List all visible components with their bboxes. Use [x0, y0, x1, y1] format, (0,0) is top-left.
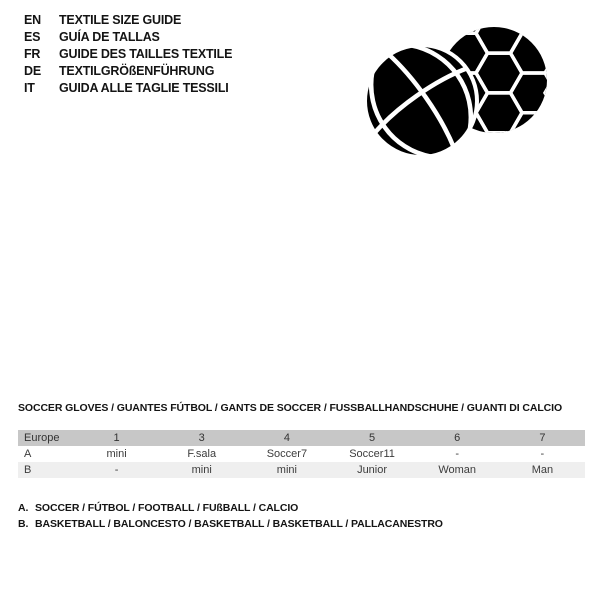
table-cell: Soccer11 — [349, 448, 395, 460]
table-cell: - — [114, 464, 119, 476]
table-cell: - — [540, 448, 545, 460]
header-cell-europe: Europe — [24, 432, 60, 444]
language-list — [24, 11, 232, 96]
table-cell: mini — [191, 464, 212, 476]
table-cell: Woman — [438, 464, 477, 476]
table-row-a — [18, 446, 585, 462]
language-row-en — [24, 11, 232, 28]
size-table — [18, 430, 585, 478]
language-code: FR — [24, 46, 41, 61]
size-table-title: SOCCER GLOVES / GUANTES FÚTBOL / GANTS DE SOCCER / FUSSBALLHANDSCHUHE / GUANTI DI CALCIO — [18, 402, 563, 414]
table-cell: mini — [276, 464, 297, 476]
footnote-b — [18, 516, 443, 532]
footnote-text: BASKETBALL / BALONCESTO / BASKETBALL / BASKETBALL / PALLACANESTRO — [35, 518, 443, 530]
table-cell: Junior — [357, 464, 388, 476]
table-cell: Man — [531, 464, 554, 476]
row-label: A — [24, 448, 32, 460]
language-row-es — [24, 28, 232, 45]
language-label: TEXTILE SIZE GUIDE — [59, 12, 182, 27]
footnote-label: A. — [18, 502, 29, 514]
language-code: ES — [24, 29, 41, 44]
language-row-fr — [24, 45, 232, 62]
balls-graphic — [352, 8, 562, 168]
table-cell: mini — [106, 448, 127, 460]
table-row-b — [18, 462, 585, 478]
row-label: B — [24, 464, 32, 476]
size-table-header-row — [18, 430, 585, 446]
language-code: EN — [24, 12, 41, 27]
header-cell-size: 5 — [368, 432, 376, 444]
footnote-a — [18, 500, 443, 516]
language-row-de — [24, 62, 232, 79]
language-code: IT — [24, 80, 35, 95]
language-label: GUIDA ALLE TAGLIE TESSILI — [59, 80, 229, 95]
language-label: GUIDE DES TAILLES TEXTILE — [59, 46, 233, 61]
header-cell-size: 7 — [539, 432, 546, 444]
footnote-label: B. — [18, 518, 29, 530]
header-cell-size: 1 — [113, 432, 120, 444]
table-cell: - — [455, 448, 460, 460]
language-label: GUÍA DE TALLAS — [59, 29, 160, 44]
language-label: TEXTILGRÖßENFÜHRUNG — [59, 63, 215, 78]
table-cell: Soccer7 — [266, 448, 308, 460]
header-cell-size: 6 — [454, 432, 461, 444]
footnotes — [18, 500, 443, 532]
footnote-text: SOCCER / FÚTBOL / FOOTBALL / FUßBALL / CALCIO — [35, 502, 299, 514]
language-row-it — [24, 79, 232, 96]
header-cell-size: 3 — [198, 432, 205, 444]
language-code: DE — [24, 63, 41, 78]
header-cell-size: 4 — [283, 432, 290, 444]
table-cell: F.sala — [187, 448, 217, 460]
